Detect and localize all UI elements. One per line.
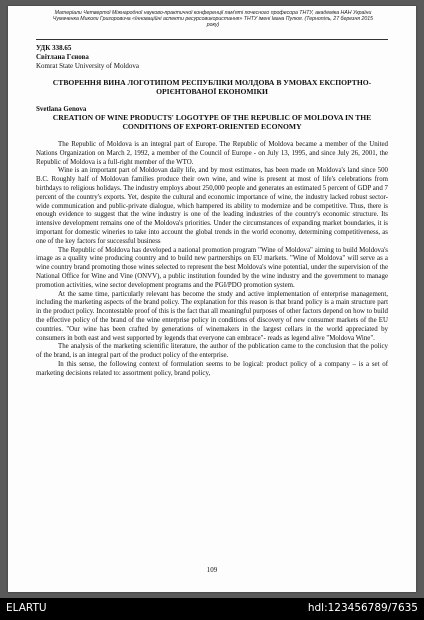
paragraph: The Republic of Moldova has developed a national promotion program "Wine of Moldova" aiming to build Moldova's image as a quality wine producing country and to build new partnerships on EU markets. "Wine of Moldova" will serve as a wine country brand promoting those wines selected to represent the best Moldova's wine potential, under the supervision of the National Office for Wine and Vine (ONVV), a public institution founded by the wine industry and the government to manage promotion activities, wine sector development programs and the PGI/PDO promotion system. [36,246,388,289]
paragraph: The analysis of the marketing scientific literature, the author of the publication came to the conclusion that the policy of the brand, is an integral part of the product policy of the enterprise. [36,343,388,360]
repository-name: ELARTU [6,602,47,614]
page-number: 109 [206,566,218,574]
paragraph: In this sense, the following context of formulation seems to be logical: product policy of a company – is a set of marketing decisions related to: assortment policy, brand policy, [36,360,388,377]
repository-footer-bar [0,598,424,620]
document-page [8,6,416,592]
author-name-english: Svetlana Genova [36,105,87,113]
paragraph: The Republic of Moldova is an integral part of Europe. The Republic of Moldova became a member of the United Nations Organization on March 2, 1992, a member of the Council of Europe - on July 13, 1995, and since July 26, 2001, the Republic of Moldova is a full-right member of the WTO. [36,141,388,166]
title-ukrainian: СТВОРЕННЯ ВИНА ЛОГОТИПОМ РЕСПУБЛІКИ МОЛДОВА В УМОВАХ ЕКСПОРТНО-ОРІЄНТОВАНОЇ ЕКОНОМІКИ [52,78,372,96]
author-name-ukrainian: Світлана Гєнова [36,53,89,61]
udk-code: УДК 338.65 [36,44,72,52]
handle-identifier: hdl:123456789/7635 [307,602,418,614]
paragraph: Wine is an important part of Moldovan daily life, and by most estimates, has been made on Moldova's land since 500 B.C. Roughly half of Moldovan families produce their own wine, and wine is present at most of life's celebrations from birthdays to religious holidays. The industry employs about 250,000 people and generates an estimated 5 percent of GDP and 7 percent of the country's exports. Yet, despite the cultural and economic importance of wine, the industry lacked robust sector-wide communication and public-private dialogue, which hampered its ability to modernize and be competitive. Thus, there is enough evidence to suggest that the wine industry is one of the leading industries of the country's economic structure. Its intensive development remains one of the Moldova's priorities. Under the circumstances of expanding market boundaries, it is important for domestic wineries to take into account the global trends in the world economy, determining competitiveness, as one of the key factors for successful business [36,167,388,245]
author-affiliation: Komrat State University of Moldova [36,62,140,70]
title-english: CREATION OF WINE PRODUCTS' LOGOTYPE OF THE REPUBLIC OF MOLDOVA IN THE CONDITIONS OF EXPORT-ORIENTED ECONOMY [52,113,372,131]
article-body [36,141,388,379]
paragraph: At the same time, particularly relevant has become the study and active implementation of enterprise management, including the marketing aspects of the brand policy. The explanation for this reason is that brand policy is a main structure part in the product policy. Incontestable proof of this is the fact that all meaningful purposes of other factors depend on how to build the effective policy of the brand of the wine enterprise policy in conditions of discovery of new consumer markets of the EU countries. "Our wine has been crafted by generations of winemakers in the largest cellars in the world appreciated by consumers in both east and west supported by legends that everyone can embrace"- reads as legend alive "Moldova Wine". [36,290,388,342]
header-rule [36,39,388,40]
conference-header-note: Матеріали Четвертої Міжнародної науково-практичної конференції пам'яті почесного професора ТНТУ, академіка НАН України Чумаченка Миколи Григоровича «Інноваційні аспекти ресурсовикористання» ТНТУ імені Івана Пулюя. (Тернопіль, 27 березня 2015 року) [52,10,374,29]
